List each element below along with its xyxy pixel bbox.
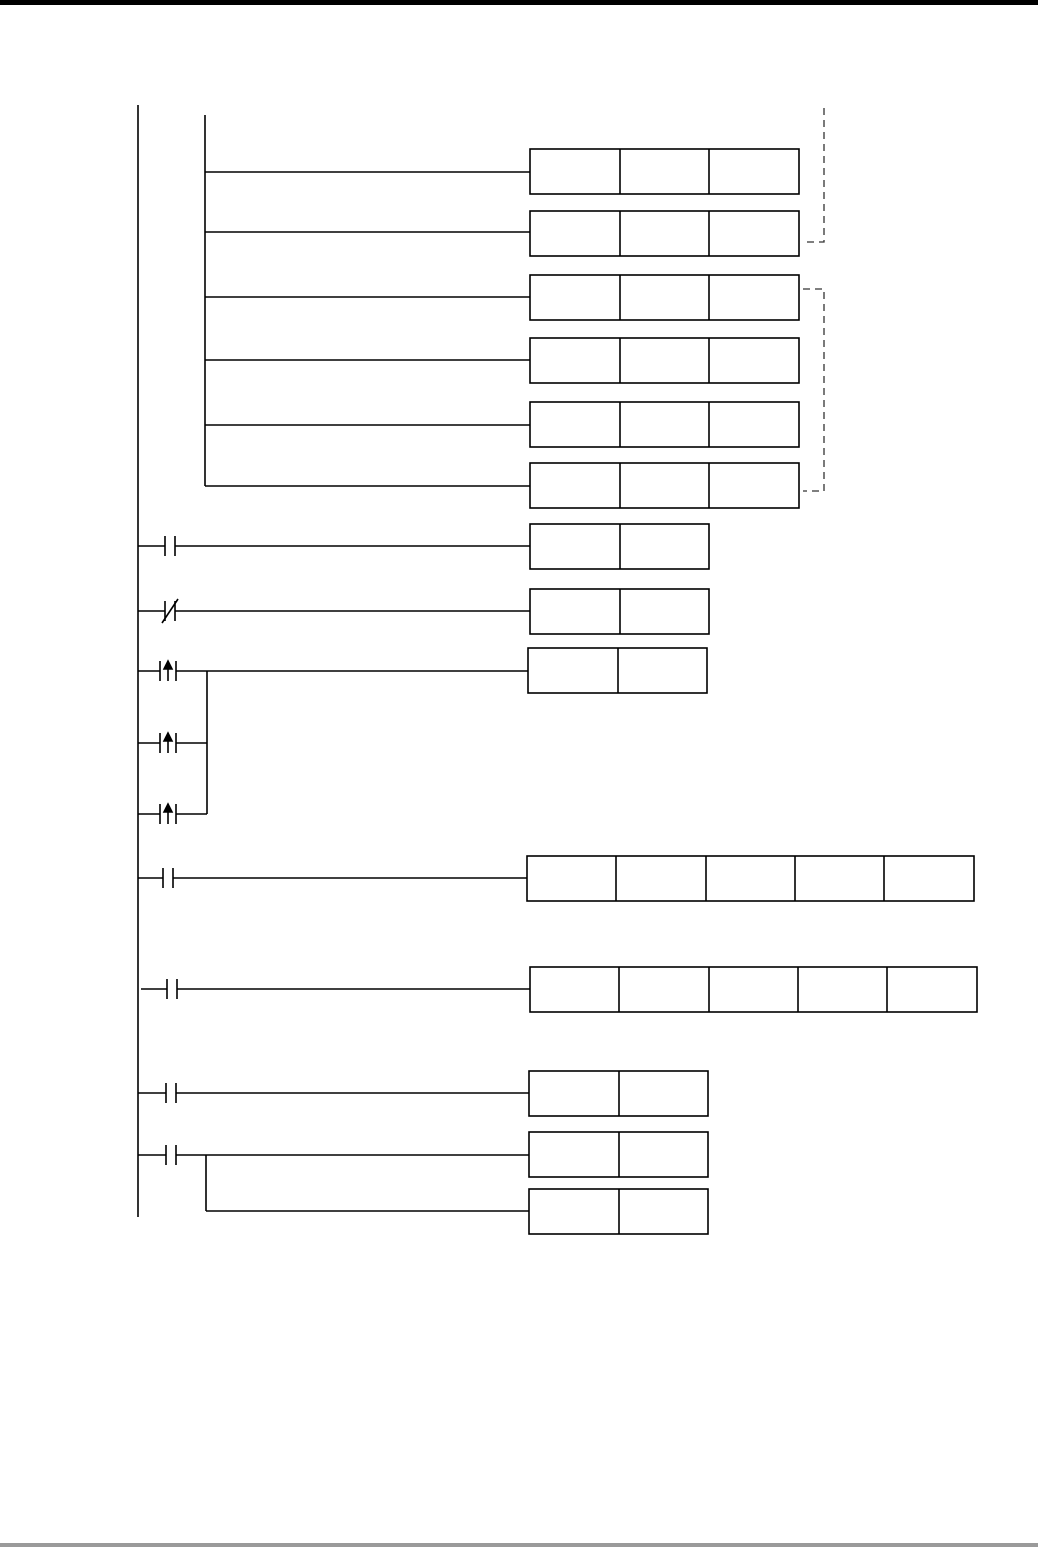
lower-group-bracket [803, 289, 824, 491]
instruction-box [530, 211, 799, 256]
rung-4 [138, 856, 974, 901]
instruction-box [527, 856, 974, 901]
rung-3 [138, 648, 707, 824]
rung-6 [138, 1071, 708, 1116]
upper-group-bracket [804, 108, 824, 242]
instruction-box [530, 967, 977, 1012]
branch-block-wires [205, 172, 530, 486]
instruction-box [530, 149, 799, 194]
bottom-rule [0, 1543, 1038, 1547]
rung-7 [138, 1132, 708, 1234]
branch-block-boxes [530, 149, 799, 508]
group-brackets [803, 108, 824, 491]
rung-1 [138, 524, 709, 569]
instruction-box [530, 275, 799, 320]
instruction-box [530, 338, 799, 383]
rung-2 [138, 589, 709, 634]
instruction-box [530, 402, 799, 447]
instruction-box [530, 463, 799, 508]
rung-5 [141, 967, 977, 1012]
